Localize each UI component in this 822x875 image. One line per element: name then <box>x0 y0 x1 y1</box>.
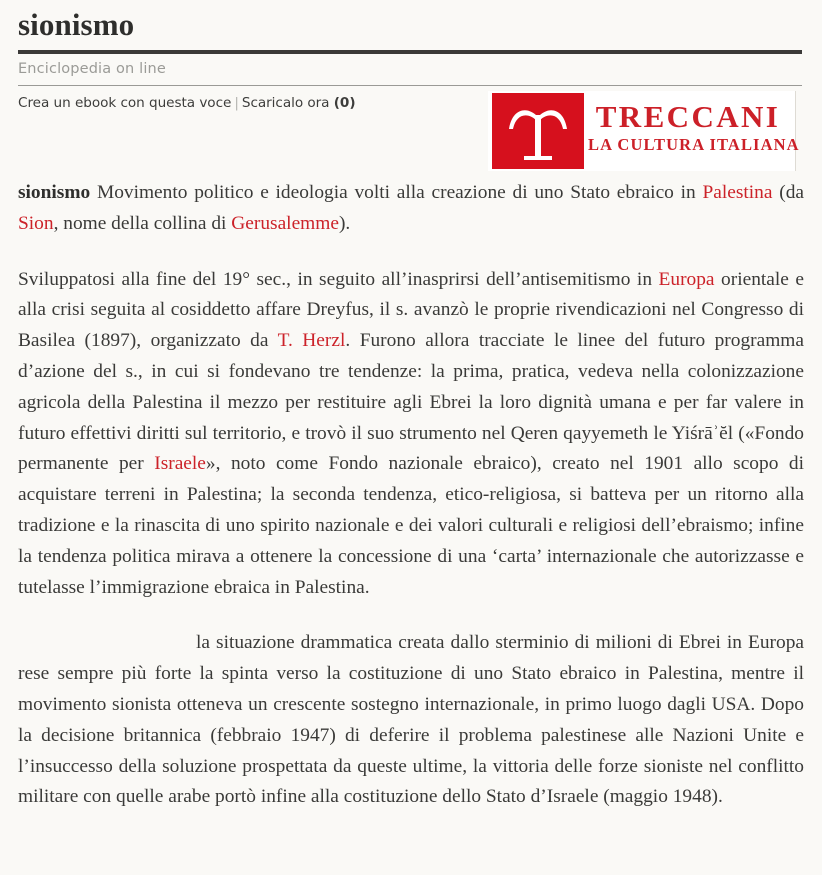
paragraph-definition <box>18 178 804 240</box>
source-subtitle: Enciclopedia on line <box>18 61 166 77</box>
brand-name: TRECCANI <box>595 99 781 134</box>
download-now-link[interactable]: Scaricalo ora <box>241 95 330 111</box>
create-ebook-link[interactable]: Crea un ebook con questa voce <box>18 95 232 111</box>
paragraph-lead-indent <box>18 628 196 659</box>
body-text: (da <box>772 182 804 203</box>
treccani-wordmark <box>588 99 800 155</box>
download-count-badge: (0) <box>333 95 356 111</box>
body-text: Movimento politico e ideologia volti alla creazione di uno Stato ebraico in <box>90 182 703 203</box>
title-divider <box>18 50 802 54</box>
brand-tagline: LA CULTURA ITALIANA <box>588 135 800 154</box>
headword: sionismo <box>18 182 91 203</box>
entry-link[interactable]: Gerusalemme <box>231 212 339 234</box>
ebook-toolbar <box>18 93 355 113</box>
paragraph-after-shoah <box>18 628 804 813</box>
entry-link[interactable]: T. Herzl <box>277 330 346 352</box>
body-text: Sviluppatosi alla fine del 19° sec., in seguito all’inasprirsi dell’antisemitismo in <box>18 268 659 290</box>
article-body <box>18 178 804 813</box>
toolbar-separator: | <box>234 95 239 111</box>
body-text: ). <box>338 212 351 234</box>
entry-link[interactable]: Europa <box>658 268 715 290</box>
entry-link[interactable]: Israele <box>154 453 206 475</box>
body-text: la situazione drammatica creata dallo sterminio di milioni di Ebrei in Europa rese sempre più forte la spinta verso la costituzione di uno Stato ebraico in Palestina, mentre il movimento sionista otteneva un crescente sostegno internazionale, in primo luogo dagli USA. Dopo la decisione britannica (febbraio 1947) di deferire il problema palestinese alle Nazioni Unite e l’insuccesso della soluzione prospettata da queste ultime, la vittoria delle forze sioniste nel conflitto militare con quelle arabe portò infine alla costituzione dello Stato d’Israele (maggio 1948). <box>18 632 804 808</box>
body-text: , nome della collina di <box>53 212 232 234</box>
body-text: . Furono allora tracciate le linee del futuro programma d’azione del s., in cui si fondevano tre tendenze: la prima, pratica, vedeva nella colonizzazione agricola della Palestina il mezzo per restituire agli Ebrei la loro dignità umana e per far valere in futuro effettivi diritti sul territorio, e trovò il suo strumento nel Qeren qayyemeth le Yiśrāʾĕl («Fondo permanente per <box>18 330 804 475</box>
entry-link[interactable]: Palestina <box>702 182 773 203</box>
body-text: », noto come Fondo nazionale ebraico), creato nel 1901 allo scopo di acquistare terreni in Palestina; la seconda tendenza, etico-religiosa, si batteva per un ritorno alla tradizione e la rinascita di uno spirito nazionale e dei valori culturali e religiosi dell’ebraismo; infine la tendenza politica mirava a ottenere la concessione di una ‘carta’ internazionale che autorizzasse e tutelasse l’immigrazione ebraica in Palestina. <box>18 453 804 598</box>
treccani-pine-tree-icon <box>492 93 584 169</box>
treccani-logo[interactable] <box>488 91 800 171</box>
entry-link[interactable]: Sion <box>18 212 54 234</box>
subtitle-divider <box>18 85 802 86</box>
body-text: orientale e alla crisi seguita al cosiddetto affare Dreyfus, il s. avanzò le proprie rivendicazioni nel Congresso di Basilea (1897), organizzato da <box>18 268 804 352</box>
page-title: sionismo <box>18 7 135 42</box>
paragraph-origins <box>18 265 804 604</box>
